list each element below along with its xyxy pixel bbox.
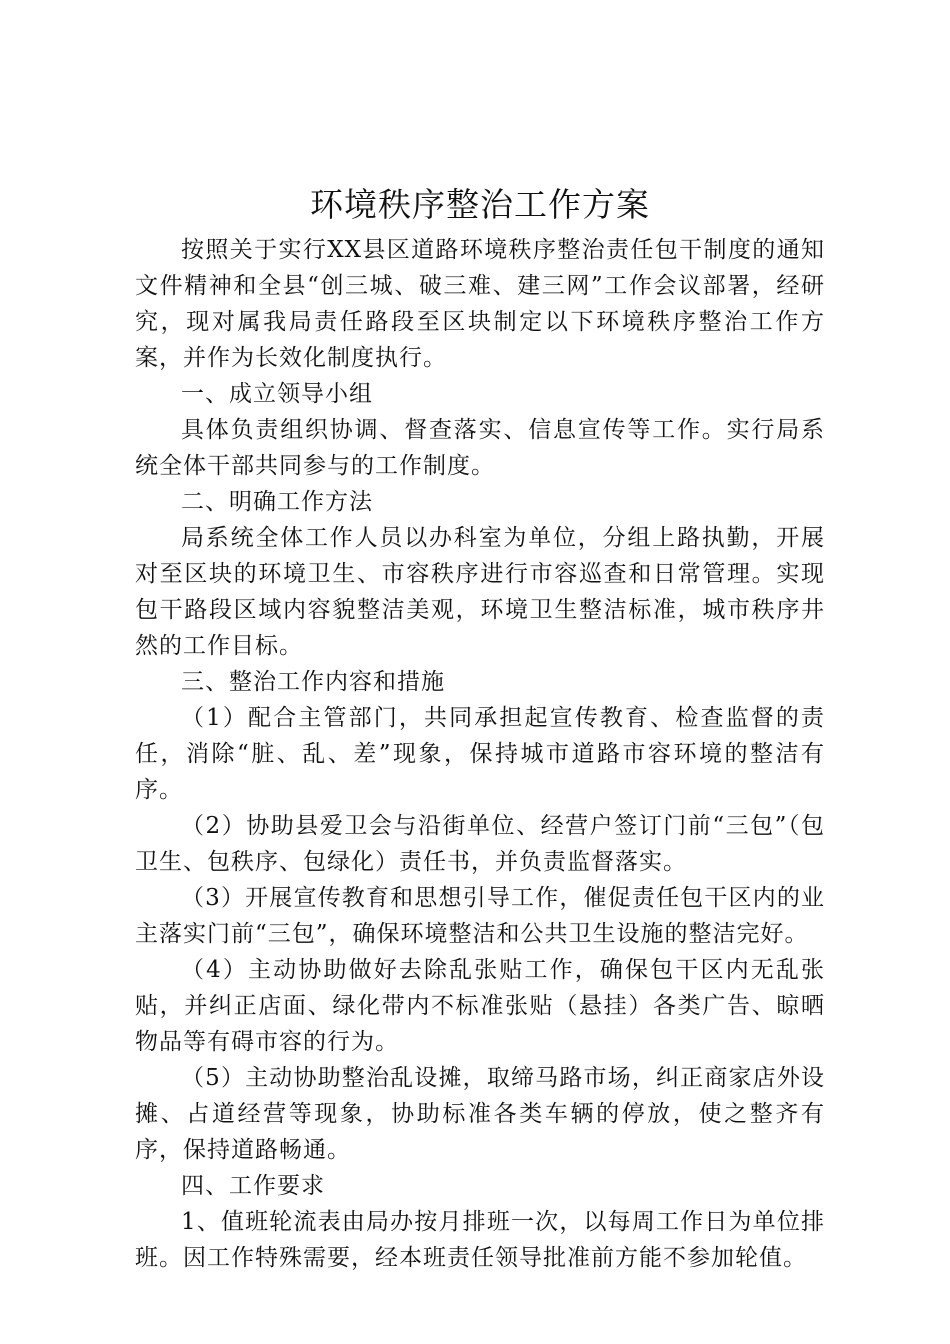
section-4-heading: 四、工作要求 [181, 1173, 325, 1199]
measure-item-5: （5）主动协助整治乱设摊，取缔马路市场，纠正商家店外设摊、占道经营等现象，协助标准各类车辆的停放，使之整齐有序，保持道路畅通。 [135, 1065, 825, 1163]
intro-paragraph: 按照关于实行XX县区道路环境秩序整治责任包干制度的通知文件精神和全县“创三城、破三难、建三网”工作会议部署，经研究，现对属我局责任路段至区块制定以下环境秩序整治工作方案，并作为长效化制度执行。 [135, 237, 825, 371]
section-1-paragraph: 具体负责组织协调、督查落实、信息宣传等工作。实行局系统全体干部共同参与的工作制度。 [135, 417, 825, 479]
document-page [135, 182, 825, 1276]
measure-item-2: （2）协助县爱卫会与沿街单位、经营户签订门前“三包”（包卫生、包秩序、包绿化）责任书，并负责监督落实。 [135, 813, 825, 875]
measure-item-1: （1）配合主管部门，共同承担起宣传教育、检查监督的责任，消除“脏、乱、差”现象，保持城市道路市容环境的整洁有序。 [135, 705, 825, 803]
section-2-heading: 二、明确工作方法 [181, 489, 373, 515]
measure-item-4: （4）主动协助做好去除乱张贴工作，确保包干区内无乱张贴，并纠正店面、绿化带内不标准张贴（悬挂）各类广告、晾晒物品等有碍市容的行为。 [135, 957, 825, 1055]
section-1-heading: 一、成立领导小组 [181, 381, 373, 407]
section-2-paragraph: 局系统全体工作人员以办科室为单位，分组上路执勤，开展对至区块的环境卫生、市容秩序进行市容巡查和日常管理。实现包干路段区域内容貌整洁美观，环境卫生整洁标准，城市秩序井然的工作目标。 [135, 525, 825, 659]
measure-item-3: （3）开展宣传教育和思想引导工作，催促责任包干区内的业主落实门前“三包”，确保环境整洁和公共卫生设施的整洁完好。 [135, 885, 825, 947]
document-title: 环境秩序整治工作方案 [310, 185, 650, 224]
requirement-item-1: 1、值班轮流表由局办按月排班一次，以每周工作日为单位排班。因工作特殊需要，经本班责任领导批准前方能不参加轮值。 [135, 1209, 825, 1271]
section-3-heading: 三、整治工作内容和措施 [181, 669, 445, 695]
